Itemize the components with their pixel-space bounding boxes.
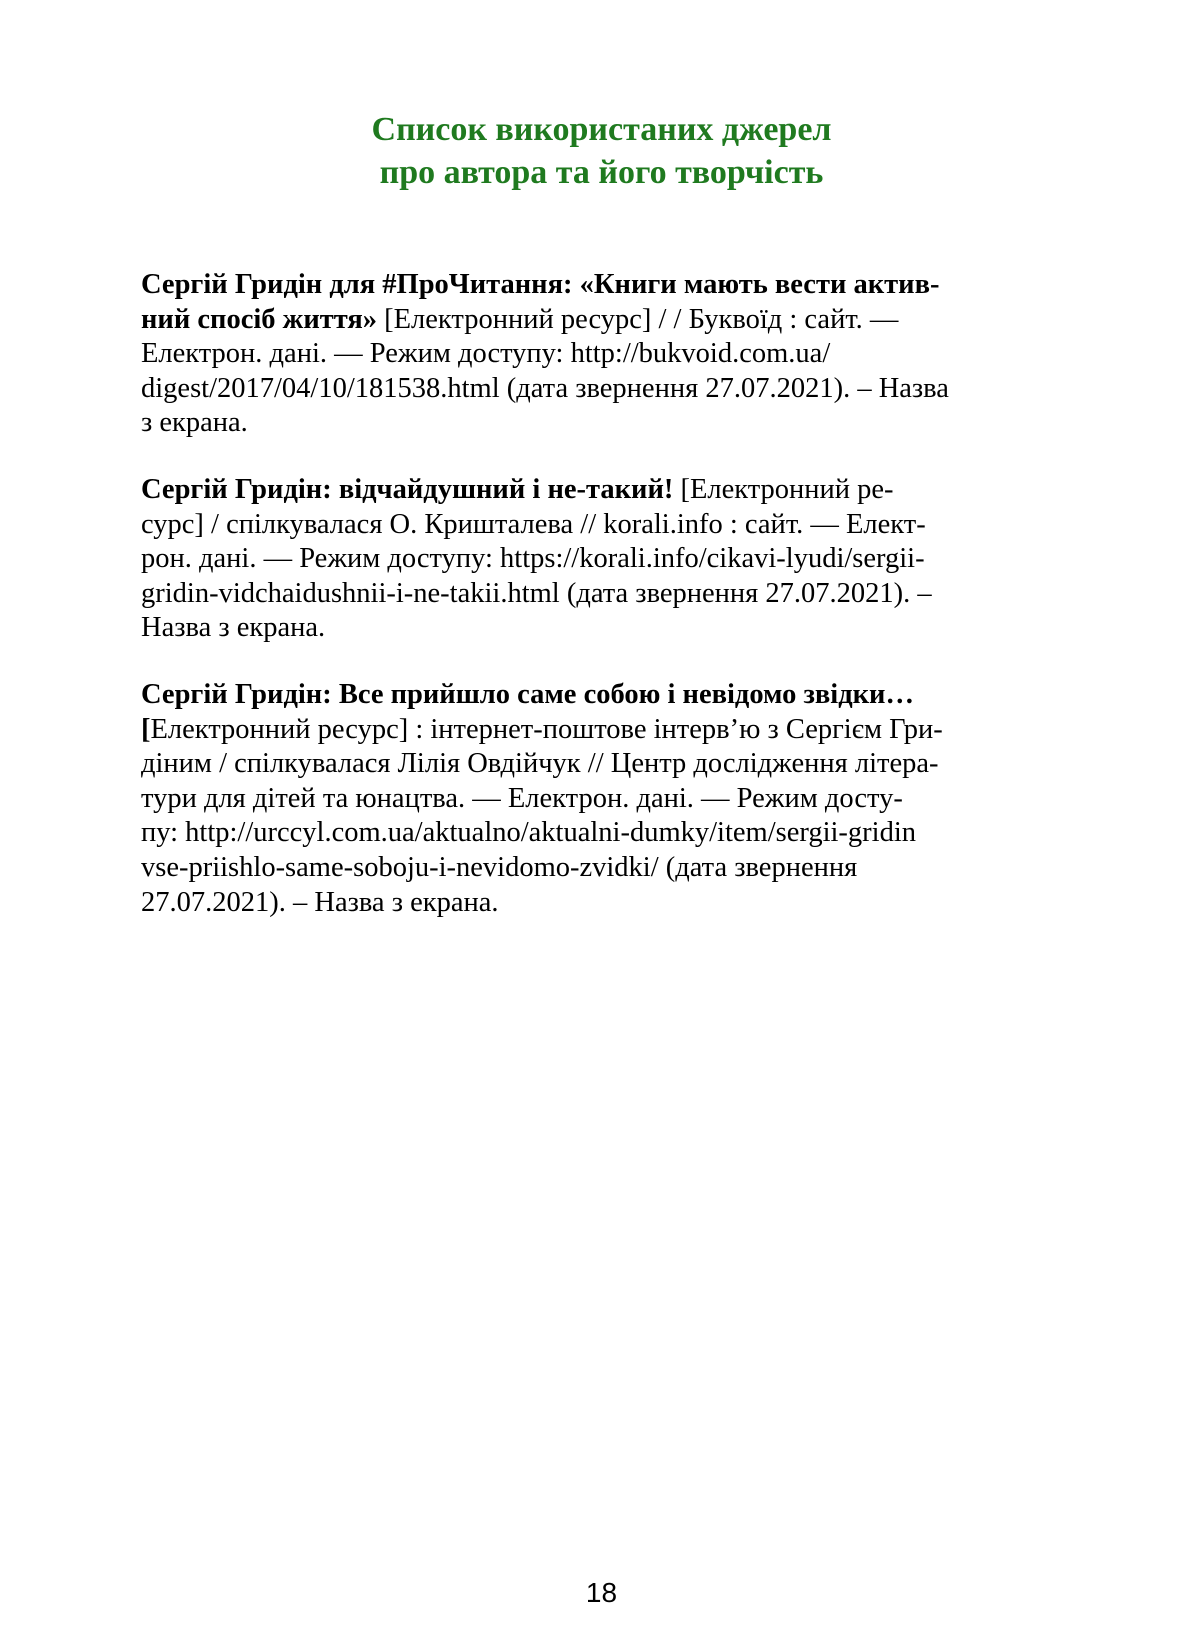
entry-line <box>141 851 1093 886</box>
entry-text: з екрана. <box>141 407 248 439</box>
entry-line <box>141 747 1093 782</box>
entry-line <box>141 372 1093 407</box>
entry-text: Електрон. дані. — Режим доступу: http://bukvoid.com.ua/ <box>141 338 831 370</box>
entry-text: [Електронний ре- <box>673 473 894 505</box>
bibliography-entry-2 <box>141 473 1093 646</box>
entry-line <box>141 886 1093 921</box>
entry-text: [Електронний ресурс] / / Буквоїд : сайт. — <box>377 303 899 335</box>
entry-line <box>141 611 1093 646</box>
entry-line <box>141 406 1093 441</box>
entry-line <box>141 508 1093 543</box>
page-number: 18 <box>585 1577 618 1608</box>
entry-title-text: Сергій Гридін: Все прийшло саме собою і невідомо звідки… <box>141 678 914 710</box>
entry-text: Назва з екрана. <box>141 612 326 644</box>
entry-text: vse-priishlo-same-soboju-i-nevidomo-zvidki/ (дата звернення <box>141 851 858 883</box>
bibliography-entry-3 <box>141 678 1093 920</box>
entry-text: діним / спілкувалася Лілія Овдійчук // Центр дослідження літера- <box>141 748 939 780</box>
entry-text: рон. дані. — Режим доступу: https://korali.info/cikavi-lyudi/sergii- <box>141 543 925 575</box>
entry-text: сурс] / спілкувалася О. Кришталева // korali.info : сайт. — Елект- <box>141 508 926 540</box>
entry-title-text: [ <box>141 713 151 745</box>
page-title-line-1: Список використаних джерел <box>371 111 832 148</box>
bibliography-list <box>141 268 1093 952</box>
entry-title-text: Сергій Гридін для #ПроЧитання: «Книги мають вести актив- <box>141 269 940 300</box>
page-title <box>0 108 1203 194</box>
entry-line <box>141 713 1093 748</box>
entry-line <box>141 303 1093 338</box>
entry-line <box>141 816 1093 851</box>
entry-title-text: Сергій Гридін: відчайдушний і не-такий! <box>141 473 674 505</box>
entry-line <box>141 577 1093 612</box>
entry-line <box>141 473 1093 508</box>
entry-line <box>141 678 1093 713</box>
entry-line <box>141 268 1093 303</box>
entry-text: gridin-vidchaidushnii-i-ne-takii.html (дата звернення 27.07.2021). – <box>141 577 932 609</box>
entry-text: digest/2017/04/10/181538.html (дата звернення 27.07.2021). – Назва <box>141 372 949 404</box>
entry-text: 27.07.2021). – Назва з екрана. <box>141 886 499 918</box>
entry-text: пу: http://urccyl.com.ua/aktualno/aktualni-dumky/item/sergii-gridin <box>141 817 916 849</box>
page-title-line-2: про автора та його творчість <box>379 154 824 191</box>
entry-line <box>141 542 1093 577</box>
entry-text: тури для дітей та юнацтва. — Електрон. дані. — Режим досту- <box>141 782 903 814</box>
entry-title-text: ний спосіб життя» <box>141 303 378 335</box>
entry-line <box>141 782 1093 817</box>
bibliography-entry-1 <box>141 268 1093 441</box>
entry-line <box>141 337 1093 372</box>
entry-text: Електронний ресурс] : інтернет-поштове інтерв’ю з Сергієм Гри- <box>150 713 943 745</box>
